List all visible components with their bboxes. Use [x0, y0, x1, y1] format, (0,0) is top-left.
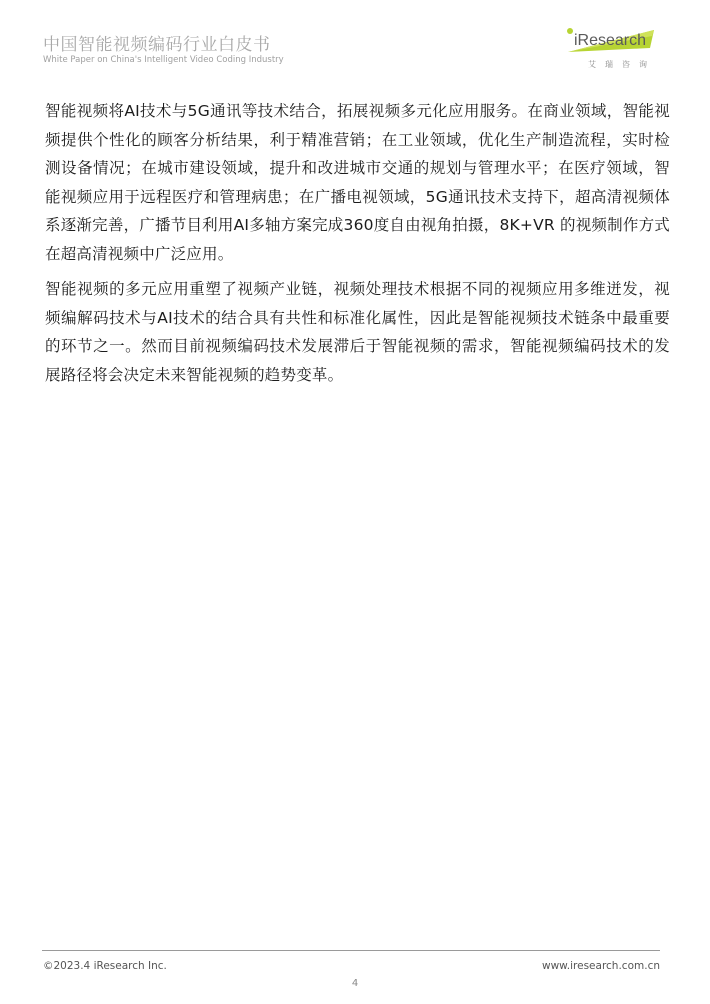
footer-copyright: ©2023.4 iResearch Inc. [43, 960, 167, 972]
paragraph-applications: 智能视频将AI技术与5G通讯等技术结合，拓展视频多元化应用服务。在商业领域，智能视频提供个性化的顾客分析结果，利于精准营销；在工业领域，优化生产制造流程，实时检测设备情况；在城市建设领域，提升和改进城市交通的规划与管理水平；在医疗领域，智能视频应用于远程医疗和管理病患；在广播电视领域，5G通讯技术支持下，超高清视频体系逐渐完善，广播节目利用AI多轴方案完成360度自由视角拍摄，8K+VR 的视频制作方式在超高清视频中广泛应用。 [45, 102, 670, 263]
document-title: 中国智能视频编码行业白皮书 [43, 35, 271, 55]
iresearch-logo [560, 22, 660, 72]
page-header [0, 0, 710, 90]
document-subtitle: White Paper on China's Intelligent Video Coding Industry [43, 55, 284, 65]
logo-text: iResearch [574, 32, 647, 49]
footer-divider [42, 950, 660, 951]
logo-subtext: 艾瑞咨询 [588, 60, 656, 69]
main-content [45, 97, 670, 396]
paragraph-industry-chain: 智能视频的多元应用重塑了视频产业链，视频处理技术根据不同的视频应用多维迸发，视频编解码技术与AI技术的结合具有共性和标准化属性，因此是智能视频技术链条中最重要的环节之一。然而目前视频编码技术发展滞后于智能视频的需求，智能视频编码技术的发展路径将会决定未来智能视频的趋势变革。 [45, 280, 670, 384]
page-number: 4 [351, 978, 359, 989]
footer-website-link[interactable]: www.iresearch.com.cn [541, 960, 660, 972]
